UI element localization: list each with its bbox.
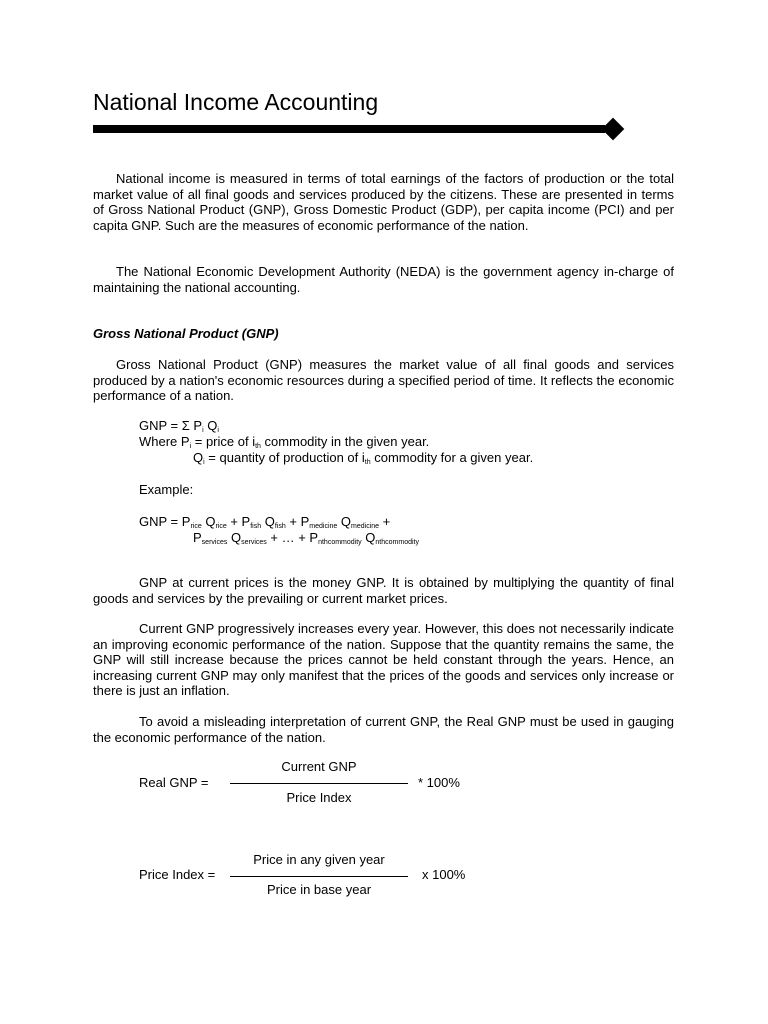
subscript: i xyxy=(217,427,219,434)
fraction-bar xyxy=(230,876,408,877)
paragraph-intro xyxy=(93,171,674,233)
price-def: = price of i xyxy=(191,434,256,449)
paragraph-neda xyxy=(93,264,674,295)
subscript: rice xyxy=(190,523,202,530)
subscript: th xyxy=(255,443,261,450)
fraction-bar xyxy=(230,783,408,784)
paragraph-real-gnp xyxy=(93,714,674,745)
section-heading-gnp: Gross National Product (GNP) xyxy=(93,326,279,341)
example-line-2 xyxy=(193,530,419,551)
quantity-def: = quantity of production of i xyxy=(204,450,365,465)
subscript: nthcommodity xyxy=(318,539,362,546)
ex-text: Q xyxy=(261,514,275,529)
subscript: medicine xyxy=(351,523,380,530)
where-label: Where P xyxy=(139,434,190,449)
price-index-multiplier: x 100% xyxy=(422,867,466,882)
ex-text: + … + P xyxy=(266,530,319,545)
price-index-numerator: Price in any given year xyxy=(253,852,385,867)
paragraph-current-prices-text: GNP at current prices is the money GNP. It is obtained by multiplying the quantity of final goods and services by the prevailing or current market prices. xyxy=(93,575,674,606)
ex-text: Q xyxy=(201,514,216,529)
gnp-formula-q: Q xyxy=(203,418,218,433)
paragraph-neda-text: The National Economic Development Authority (NEDA) is the government agency in-charge of maintaining the national accounting. xyxy=(93,264,674,295)
paragraph-gnp-definition xyxy=(93,357,674,404)
paragraph-current-gnp-text: Current GNP progressively increases every year. However, this does not necessarily indicate an improving economic performance of the nation. Suppose that the quantity remains the same, the GNP will still increase because the prices cannot be held constant through the years. Hence, an increasing current GNP may only manifest that the prices of the goods and services only increase or there is just an inflation. xyxy=(93,621,674,698)
quantity-label: Q xyxy=(193,450,204,465)
real-gnp-denominator: Price Index xyxy=(286,790,352,805)
real-gnp-multiplier: * 100% xyxy=(418,775,460,790)
paragraph-current-gnp xyxy=(93,621,674,699)
ex-text: P xyxy=(193,530,202,545)
subscript: medicine xyxy=(309,523,338,530)
subscript: services xyxy=(201,539,228,546)
subscript: th xyxy=(364,459,371,466)
where-quantity-line xyxy=(193,450,533,471)
ex-text: Q xyxy=(227,530,242,545)
subscript: i xyxy=(189,443,192,450)
subscript: i xyxy=(203,459,205,466)
subscript: i xyxy=(202,427,204,434)
ex-text: + xyxy=(379,514,391,529)
title-underline xyxy=(93,125,605,133)
subscript: fish xyxy=(250,523,262,530)
diamond-icon xyxy=(602,118,625,141)
paragraph-current-prices xyxy=(93,575,674,606)
subscript: nthcommodity xyxy=(375,539,419,546)
ex-text: Q xyxy=(361,530,376,545)
price-def-post: commodity in the given year. xyxy=(260,434,430,449)
ex-text: Q xyxy=(337,514,352,529)
page-title: National Income Accounting xyxy=(93,89,379,115)
gnp-formula-lhs: GNP = Σ P xyxy=(139,418,203,433)
subscript: services xyxy=(241,539,267,546)
ex-text: + P xyxy=(285,514,310,529)
subscript: rice xyxy=(215,523,227,530)
price-index-label: Price Index = xyxy=(139,867,216,882)
paragraph-real-gnp-text: To avoid a misleading interpretation of current GNP, the Real GNP must be used in gauging the economic performance of the nation. xyxy=(93,714,674,745)
example-label: Example: xyxy=(139,482,194,497)
price-index-denominator: Price in base year xyxy=(266,882,372,897)
paragraph-gnp-definition-text: Gross National Product (GNP) measures the market value of all final goods and services produced by a nation's economic resources during a specified period of time. It reflects the economic performance of a nation. xyxy=(93,357,674,403)
quantity-def-post: commodity for a given year. xyxy=(370,450,534,465)
paragraph-intro-text: National income is measured in terms of total earnings of the factors of production or the total market value of all final goods and services produced by the citizens. These are presented in terms of Gross National Product (GNP), Gross Domestic Product (GDP), per capita income (PCI) and per capita GNP. Such are the measures of economic performance of the nation. xyxy=(93,171,674,233)
ex-text: + P xyxy=(226,514,251,529)
ex-text: GNP = P xyxy=(139,514,191,529)
subscript: fish xyxy=(274,523,286,530)
real-gnp-label: Real GNP = xyxy=(139,775,209,790)
real-gnp-numerator: Current GNP xyxy=(281,759,357,774)
